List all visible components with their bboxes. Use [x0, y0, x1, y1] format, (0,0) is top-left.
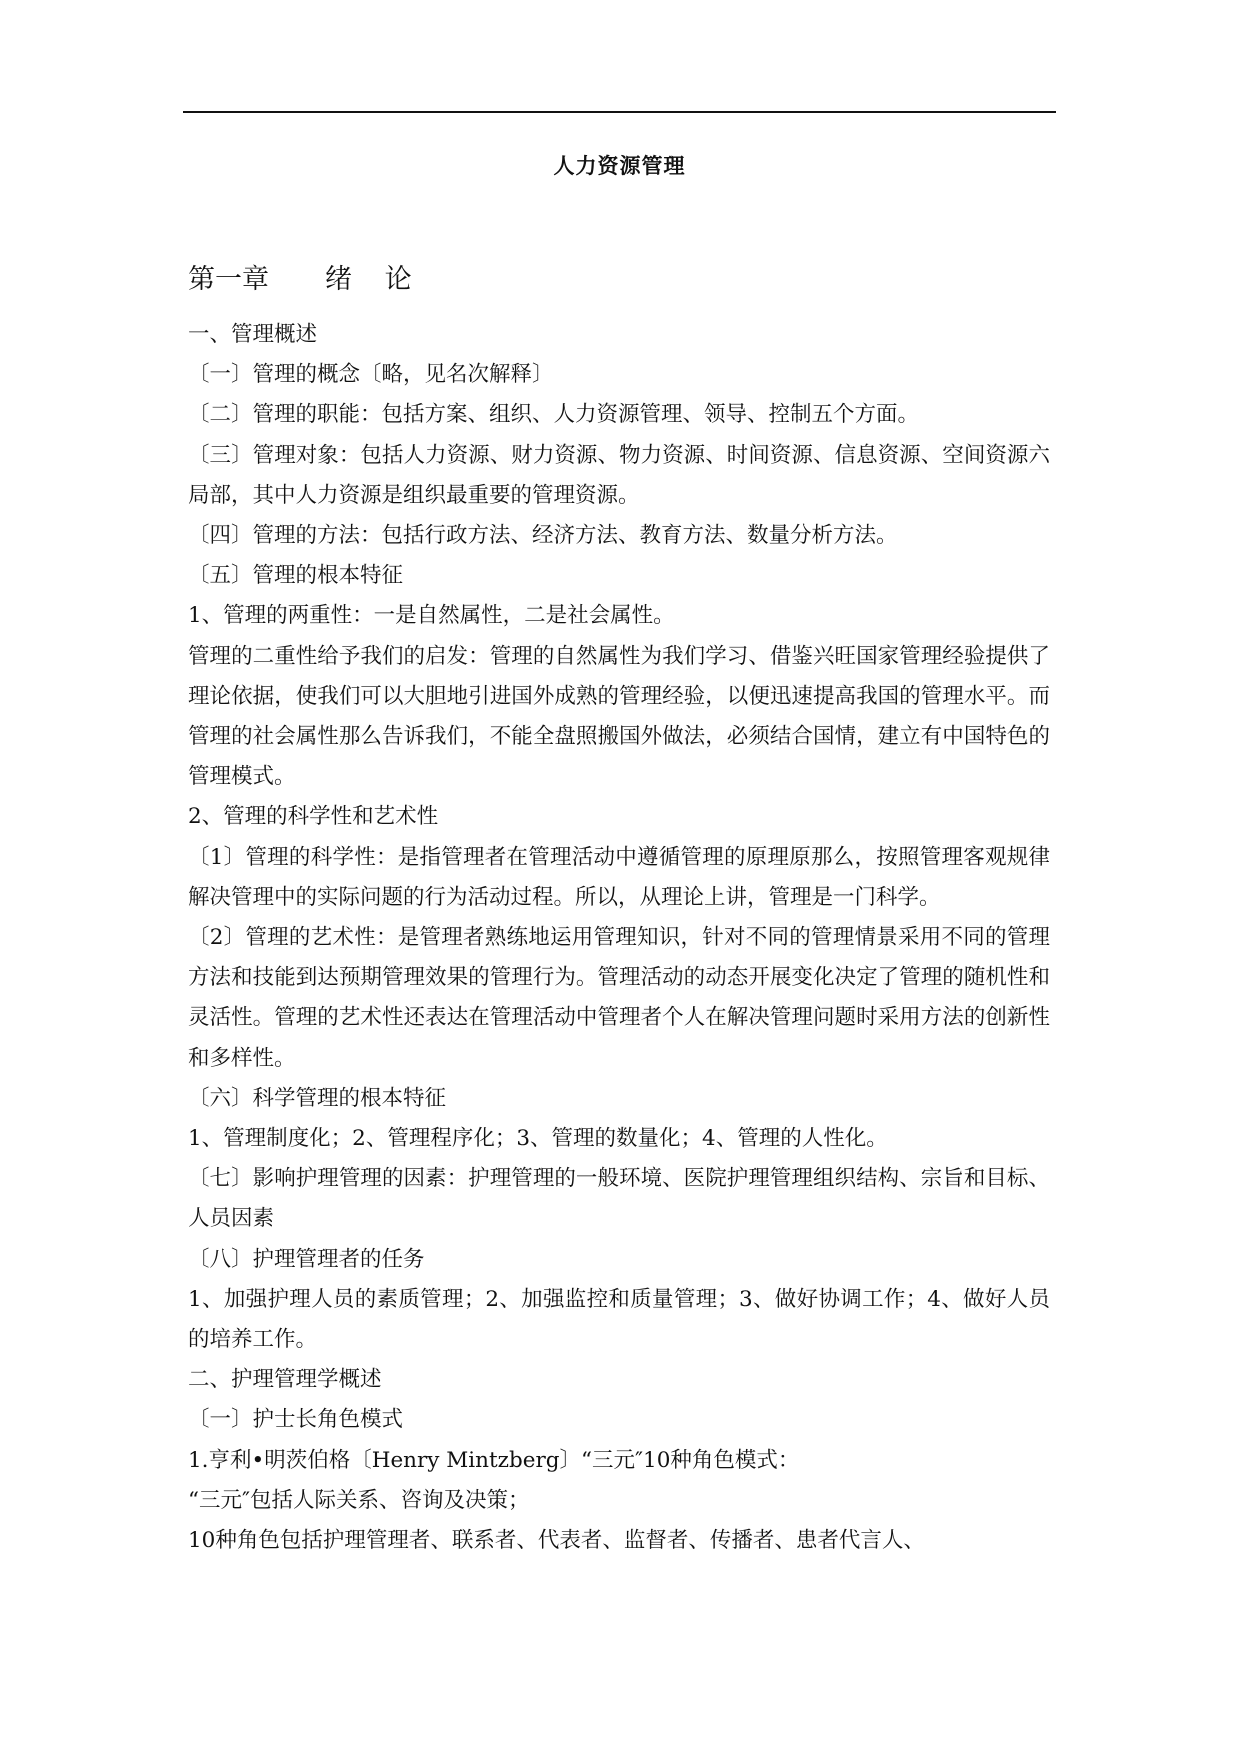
subsection-item: 〔二〕管理的职能：包括方案、组织、人力资源管理、领导、控制五个方面。 — [188, 402, 920, 428]
subsection-heading: 〔五〕管理的根本特征 — [188, 563, 404, 589]
document-title: 人力资源管理 — [553, 154, 686, 178]
list-item: 1、加强护理人员的素质管理；2、加强监控和质量管理；3、做好协调工作；4、做好人员的培养工作。 — [188, 1286, 1050, 1353]
chapter-number: 第一章 — [188, 264, 269, 295]
subsection-heading: 〔一〕护士长角色模式 — [188, 1407, 404, 1433]
subsection-heading: 〔八〕护理管理者的任务 — [188, 1246, 425, 1272]
paragraph: 10种角色包括护理管理者、联系者、代表者、监督者、传播者、患者代言人、 — [188, 1528, 925, 1554]
chapter-heading — [188, 262, 424, 298]
subsection-item: 〔四〕管理的方法：包括行政方法、经济方法、教育方法、数量分析方法。 — [188, 523, 898, 549]
header-rule — [183, 111, 1056, 113]
list-item: 2、管理的科学性和艺术性 — [188, 804, 439, 830]
list-item: 〔1〕管理的科学性：是指管理者在管理活动中遵循管理的原理原那么，按照管理客观规律解决管理中的实际问题的行为活动过程。所以，从理论上讲，管理是一门科学。 — [188, 844, 1050, 910]
list-item: 1、管理制度化；2、管理程序化；3、管理的数量化；4、管理的人性化。 — [188, 1126, 888, 1152]
list-item: 〔2〕管理的艺术性：是管理者熟练地运用管理知识，针对不同的管理情景采用不同的管理方法和技能到达预期管理效果的管理行为。管理活动的动态开展变化决定了管理的随机性和灵活性。管理的艺术性还表达在管理活动中管理者个人在解决管理问题时采用方法的创新性和多样性。 — [188, 925, 1050, 1071]
paragraph: “三元″包括人际关系、咨询及决策； — [188, 1487, 530, 1513]
chapter-name: 绪 论 — [325, 264, 424, 295]
subsection-item: 〔三〕管理对象：包括人力资源、财力资源、物力资源、时间资源、信息资源、空间资源六局部，其中人力资源是组织最重要的管理资源。 — [188, 442, 1050, 508]
paragraph: 管理的二重性给予我们的启发：管理的自然属性为我们学习、借鉴兴旺国家管理经验提供了理论依据，使我们可以大胆地引进国外成熟的管理经验，以便迅速提高我国的管理水平。而管理的社会属性那么告诉我们，不能全盘照搬国外做法，必须结合国情，建立有中国特色的管理模式。 — [188, 643, 1050, 790]
body-text — [188, 315, 1050, 1561]
list-item: 1、管理的两重性：一是自然属性，二是社会属性。 — [188, 603, 675, 629]
subsection-item: 〔七〕影响护理管理的因素：护理管理的一般环境、医院护理管理组织结构、宗旨和目标、人员因素 — [188, 1166, 1050, 1232]
section-heading: 二、护理管理学概述 — [188, 1367, 382, 1393]
section-heading: 一、管理概述 — [188, 322, 318, 347]
subsection-heading: 〔六〕科学管理的根本特征 — [188, 1085, 447, 1111]
list-item: 1.亨利•明茨伯格〔Henry Mintzberg〕“三元″10种角色模式： — [188, 1447, 800, 1473]
subsection-item: 〔一〕管理的概念〔略，见名次解释〕 — [188, 362, 554, 388]
